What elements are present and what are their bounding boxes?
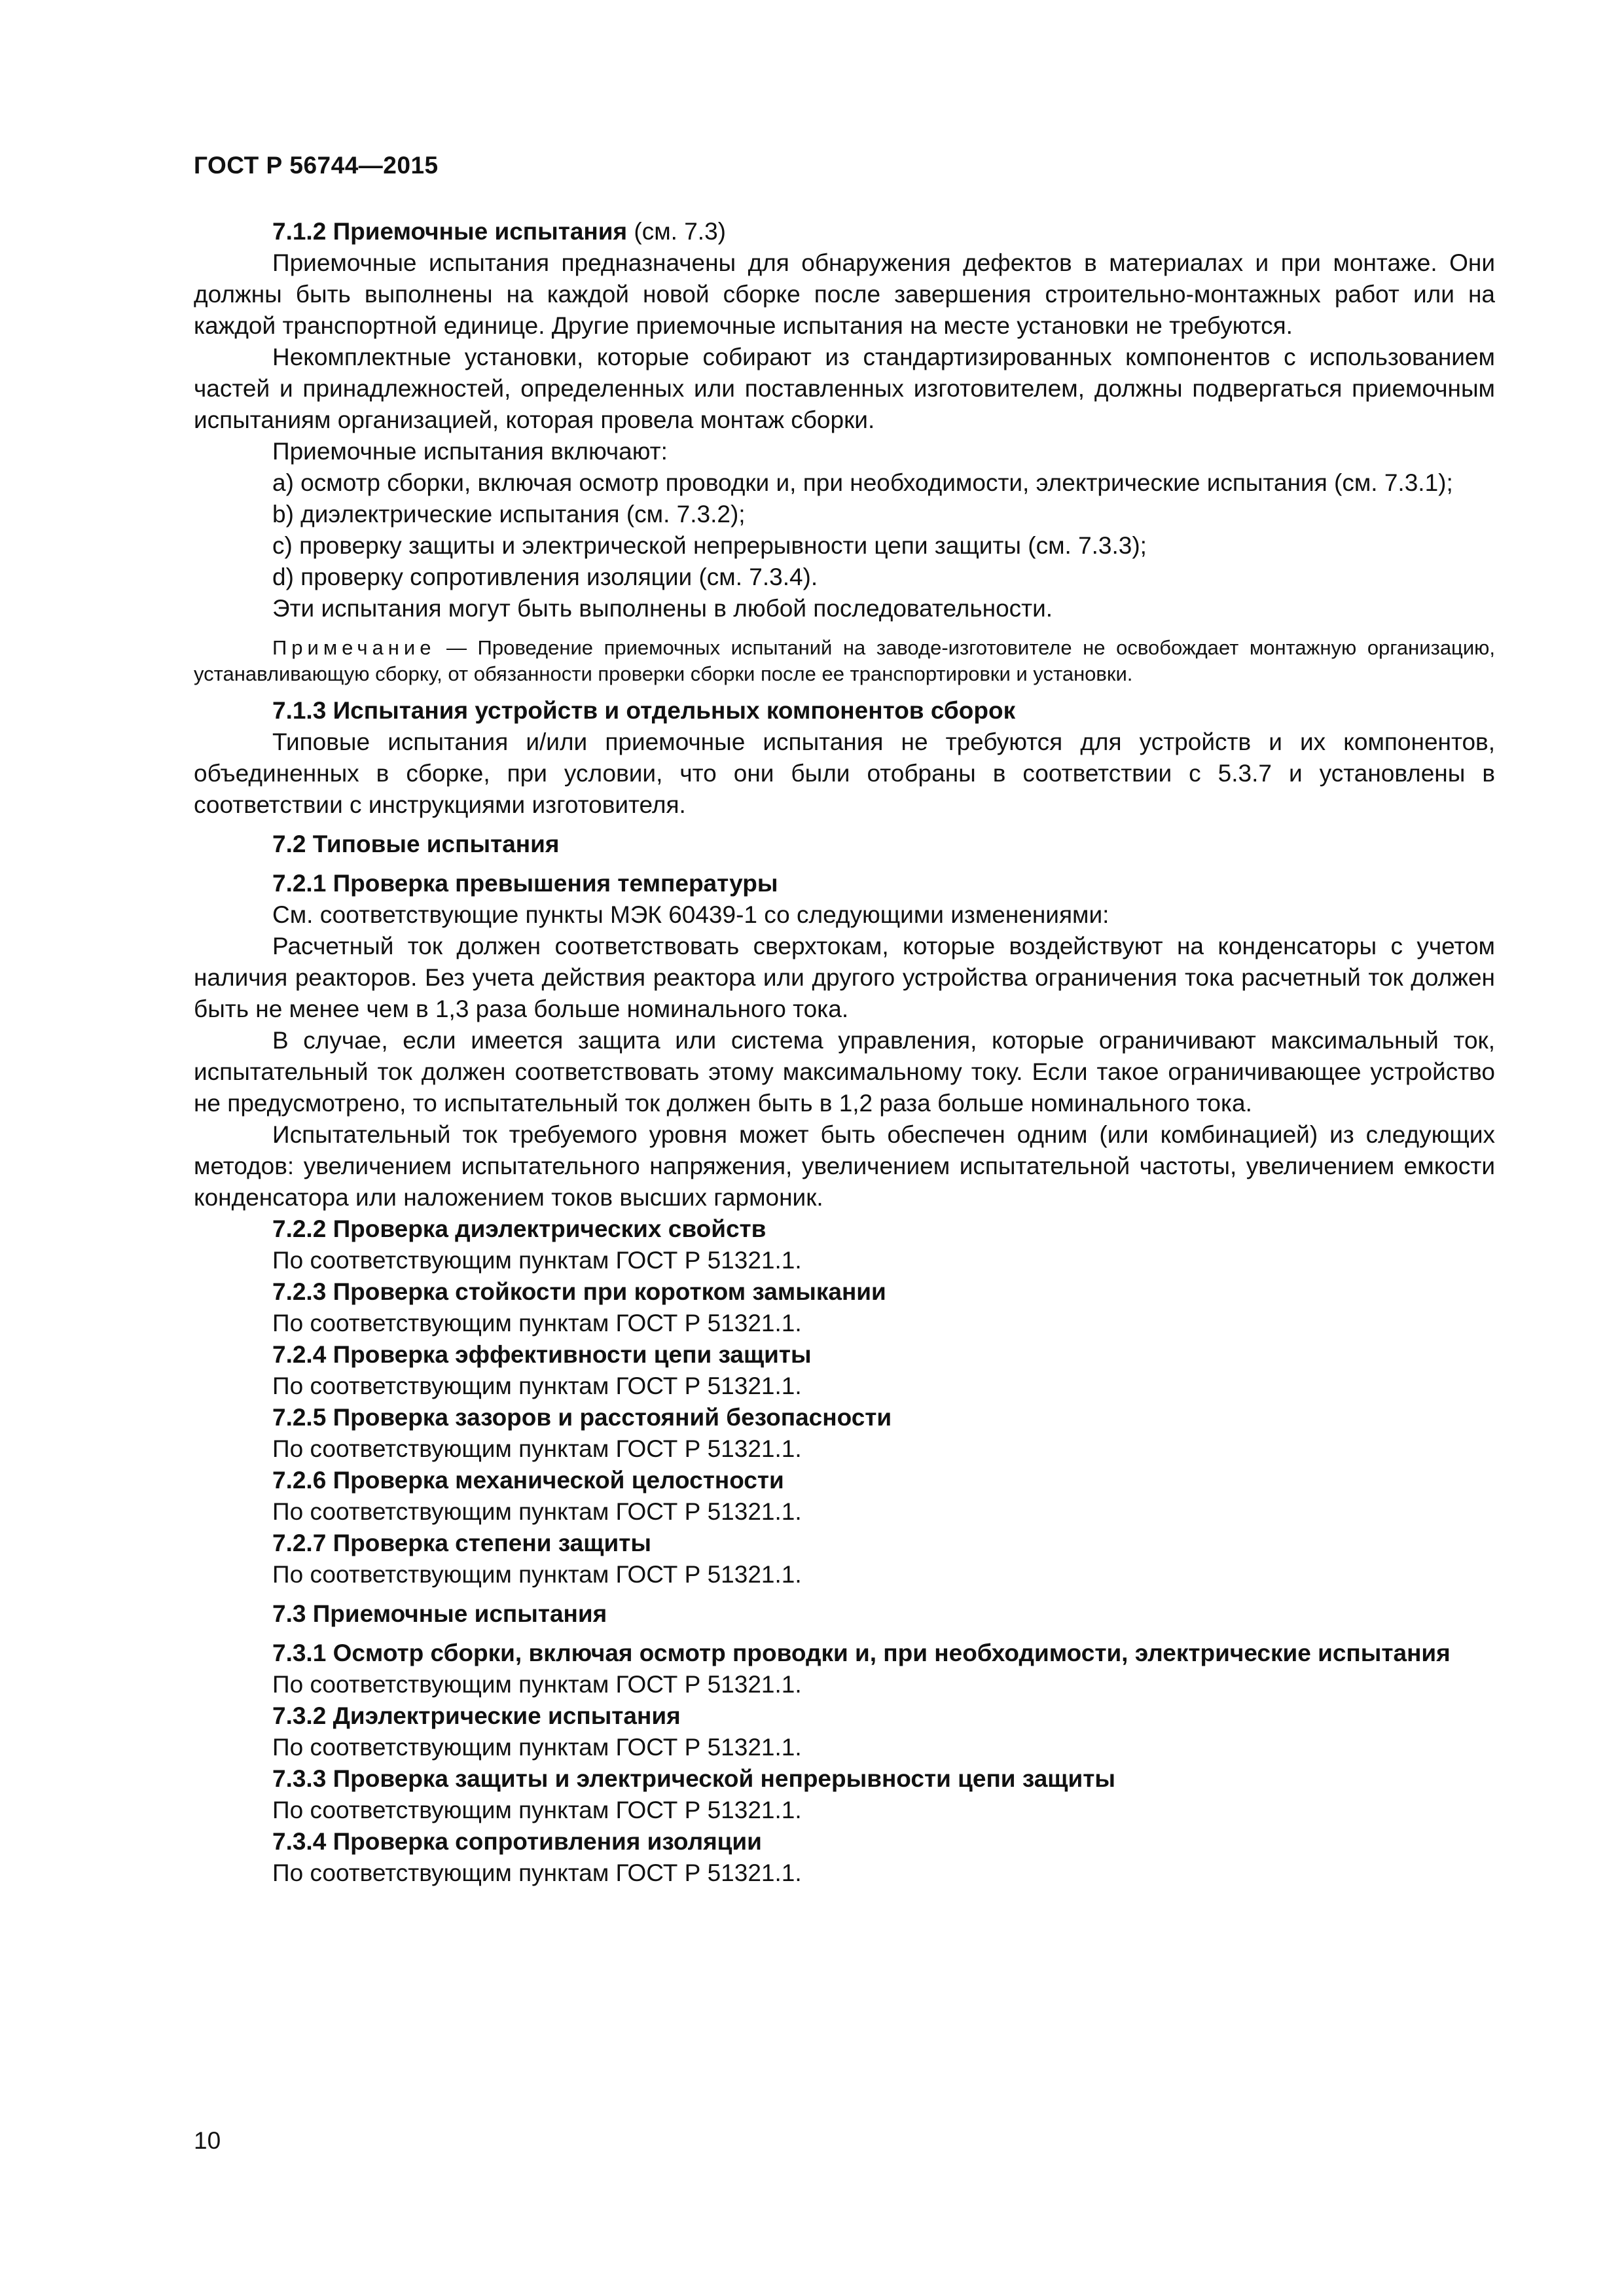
paragraph: Приемочные испытания предназначены для обнаружения дефектов в материалах и при монтаже. Они должны быть выполнены на каждой новой сборке после завершения строительно-монтажных работ или на каждой транспортной единице. Другие приемочные испытания на месте установки не требуются.	[194, 249, 1495, 339]
paragraph: По соответствующим пунктам ГОСТ Р 51321.1.	[272, 1498, 802, 1525]
paragraph: d) проверку сопротивления изоляции (см. 7.3.4).	[272, 564, 818, 590]
paragraph: По соответствующим пунктам ГОСТ Р 51321.1.	[272, 1247, 802, 1274]
section-heading	[194, 216, 1495, 247]
section-heading: 7.2.4 Проверка эффективности цепи защиты	[272, 1341, 812, 1368]
note-text: — Проведение приемочных испытаний на заводе-изготовителе не освобождает монтажную организацию, устанавливающую сборку, от обязанности проверки сборки после ее транспортировки и установки.	[194, 636, 1495, 685]
section-heading: 7.3.1 Осмотр сборки, включая осмотр проводки и, при необходимости, электрические испытания	[272, 1640, 1451, 1666]
section-heading: 7.3.2 Диэлектрические испытания	[272, 1702, 681, 1729]
document-body	[194, 216, 1495, 1889]
section-heading: 7.2.2 Проверка диэлектрических свойств	[272, 1215, 767, 1242]
paragraph: По соответствующим пунктам ГОСТ Р 51321.1.	[272, 1859, 802, 1886]
paragraph: b) диэлектрические испытания (см. 7.3.2);	[272, 501, 746, 528]
paragraph: Приемочные испытания включают:	[272, 438, 668, 465]
paragraph: По соответствующим пунктам ГОСТ Р 51321.1.	[272, 1561, 802, 1588]
page-number: 10	[194, 2127, 221, 2154]
paragraph: В случае, если имеется защита или система управления, которые ограничивают максимальный ток, испытательный ток должен соответствовать этому максимальному току. Если такое ограничивающее устройство не предусмотрено, то испытательный ток должен быть в 1,2 раза больше номинального тока.	[194, 1027, 1495, 1117]
section-heading: 7.2.1 Проверка превышения температуры	[272, 870, 778, 897]
paragraph: a) осмотр сборки, включая осмотр проводки и, при необходимости, электрические испытания (см. 7.3.1);	[272, 469, 1453, 496]
paragraph: c) проверку защиты и электрической непрерывности цепи защиты (см. 7.3.3);	[272, 532, 1147, 559]
document-header: ГОСТ Р 56744—2015	[194, 152, 439, 179]
note	[194, 635, 1495, 687]
paragraph: Расчетный ток должен соответствовать сверхтокам, которые воздействуют на конденсаторы с учетом наличия реакторов. Без учета действия реактора или другого устройства ограничения тока расчетный ток должен быть не менее чем в 1,3 раза больше номинального тока.	[194, 933, 1495, 1022]
section-heading: 7.3.3 Проверка защиты и электрической непрерывности цепи защиты	[272, 1765, 1115, 1792]
paragraph: Эти испытания могут быть выполнены в любой последовательности.	[272, 595, 1053, 622]
paragraph: Испытательный ток требуемого уровня может быть обеспечен одним (или комбинацией) из следующих методов: увеличением испытательного напряжения, увеличением испытательной частоты, увеличением емкости конденсатора или наложением токов высших гармоник.	[194, 1121, 1495, 1211]
section-heading: 7.1.3 Испытания устройств и отдельных компонентов сборок	[272, 697, 1016, 724]
section-heading: 7.2.3 Проверка стойкости при коротком замыкании	[272, 1278, 886, 1305]
paragraph: См. соответствующие пункты МЭК 60439-1 со следующими изменениями:	[272, 901, 1110, 928]
paragraph: Некомплектные установки, которые собирают из стандартизированных компонентов с использованием частей и принадлежностей, определенных или поставленных изготовителем, должны подвергаться приемочным испытаниям организацией, которая провела монтаж сборки.	[194, 344, 1495, 433]
paragraph: Типовые испытания и/или приемочные испытания не требуются для устройств и их компонентов, объединенных в сборке, при условии, что они были отобраны в соответствии с 5.3.7 и установлены в соответствии с инструкциями изготовителя.	[194, 728, 1495, 818]
paragraph: По соответствующим пунктам ГОСТ Р 51321.1.	[272, 1435, 802, 1462]
paragraph: По соответствующим пунктам ГОСТ Р 51321.1.	[272, 1310, 802, 1336]
section-heading: 7.3 Приемочные испытания	[272, 1600, 607, 1627]
paragraph: По соответствующим пунктам ГОСТ Р 51321.1.	[272, 1797, 802, 1823]
paragraph: По соответствующим пунктам ГОСТ Р 51321.1.	[272, 1671, 802, 1698]
note-label: Примечание	[272, 636, 436, 659]
section-heading: 7.3.4 Проверка сопротивления изоляции	[272, 1828, 762, 1855]
section-heading: 7.2.7 Проверка степени защиты	[272, 1530, 651, 1556]
section-heading-title: 7.1.2 Приемочные испытания	[272, 218, 628, 245]
section-heading: 7.2 Типовые испытания	[272, 831, 560, 857]
section-heading-reference: (см. 7.3)	[627, 218, 726, 245]
section-heading: 7.2.5 Проверка зазоров и расстояний безопасности	[272, 1404, 892, 1431]
section-heading: 7.2.6 Проверка механической целостности	[272, 1467, 784, 1494]
paragraph: По соответствующим пунктам ГОСТ Р 51321.1.	[272, 1734, 802, 1761]
paragraph: По соответствующим пунктам ГОСТ Р 51321.1.	[272, 1372, 802, 1399]
